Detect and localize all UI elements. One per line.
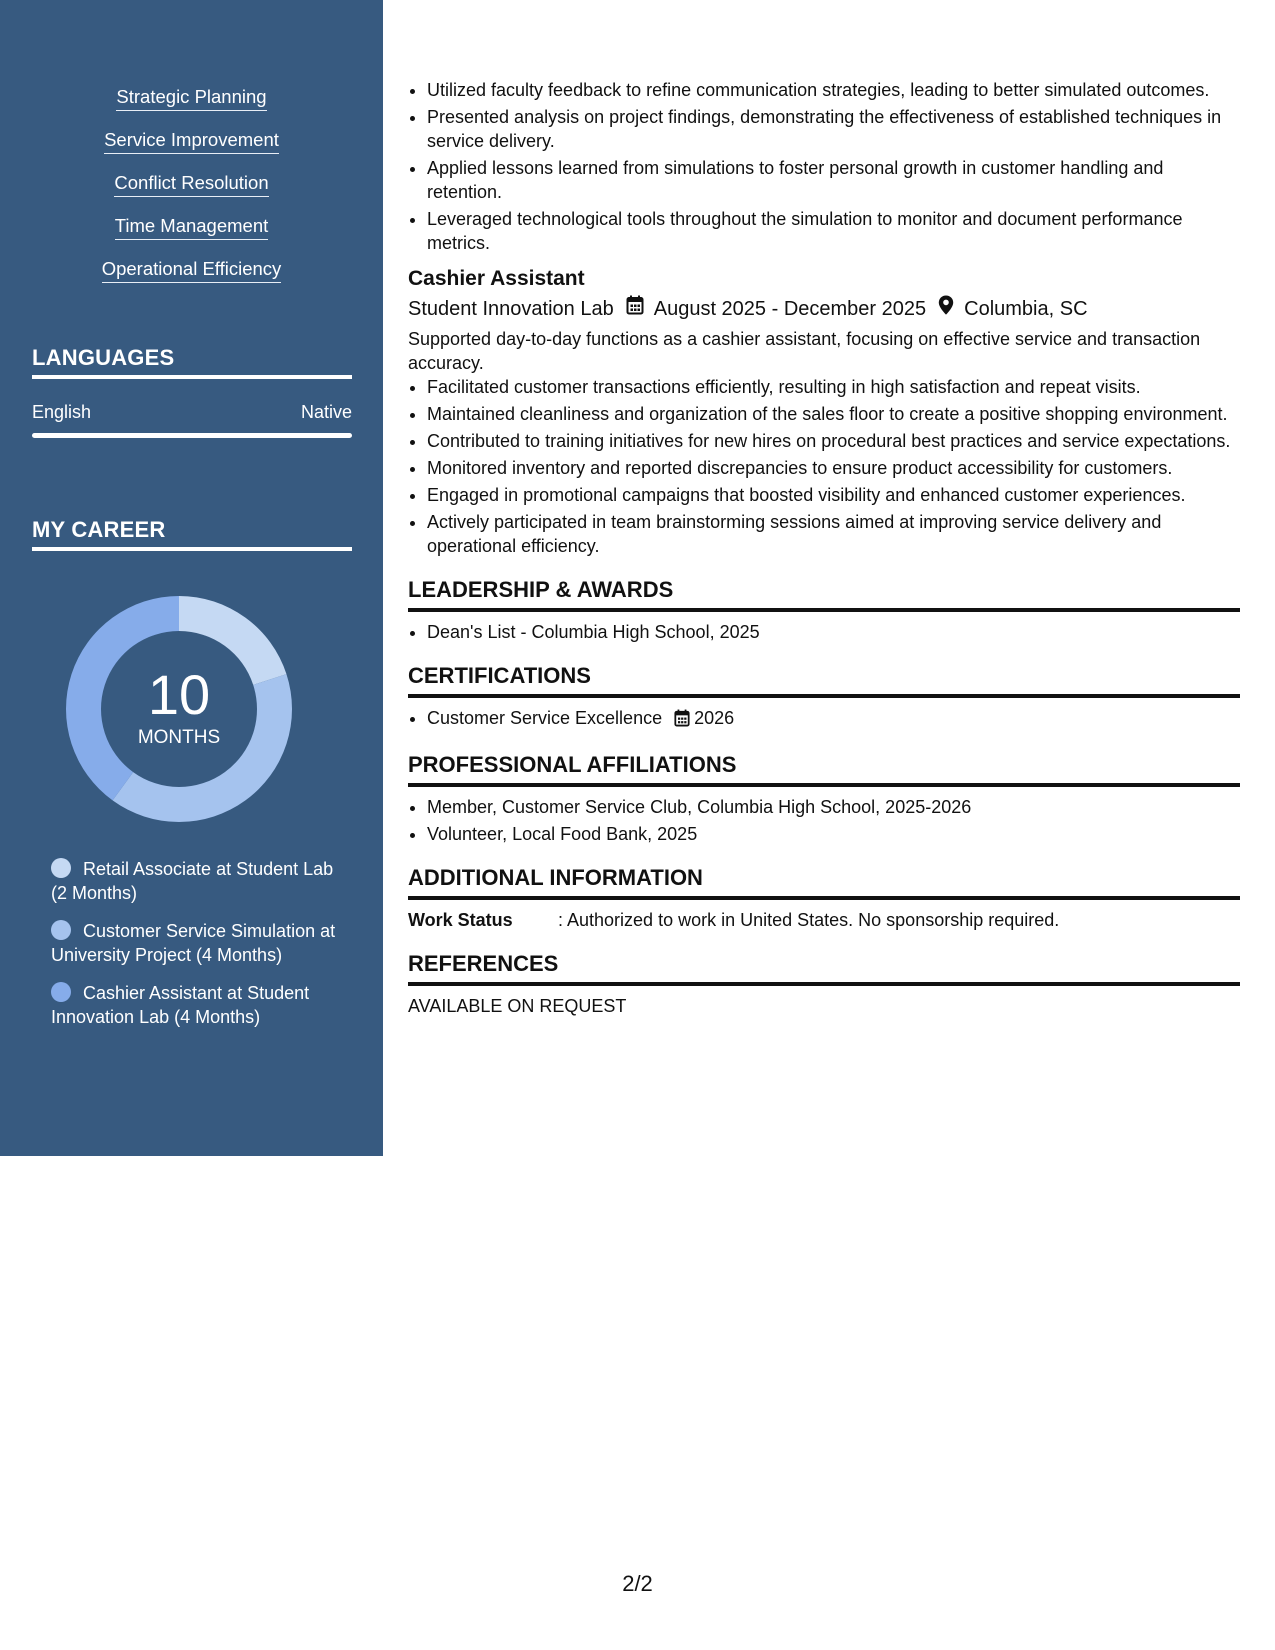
work-status-value: : Authorized to work in United States. No sponsorship required.	[558, 910, 1060, 930]
job-description: Supported day-to-day functions as a cashier assistant, focusing on effective service and transaction accuracy.	[408, 329, 1201, 373]
skill-item: Strategic Planning	[116, 86, 266, 111]
main-content	[408, 78, 1240, 1018]
job-dates: August 2025 - December 2025	[653, 298, 927, 320]
job-title: Cashier Assistant	[408, 267, 585, 290]
career-item-label: Customer Service Simulation at University Project (4 Months)	[51, 921, 336, 965]
bullet-item: • Leveraged technological tools throughout the simulation to monitor and document performance metrics.	[427, 207, 1240, 255]
leadership-item: • Dean's List - Columbia High School, 2025	[427, 620, 1240, 644]
career-donut-chart	[66, 596, 292, 822]
bullet-item: • Facilitated customer transactions efficiently, resulting in high satisfaction and repeat visits.	[427, 375, 1240, 399]
calendar-icon	[626, 295, 644, 323]
job-location: Columbia, SC	[964, 298, 1088, 320]
additional-info-heading: ADDITIONAL INFORMATION	[408, 864, 1240, 900]
language-name: English	[32, 402, 92, 422]
certifications-heading: CERTIFICATIONS	[408, 662, 1240, 698]
career-item-label: Retail Associate at Student Lab (2 Months)	[51, 859, 334, 903]
career-list	[51, 857, 341, 1043]
previous-job-bullets	[408, 78, 1240, 255]
skill-item: Time Management	[115, 215, 269, 240]
career-total-number: 10	[147, 663, 211, 726]
language-row	[32, 402, 352, 423]
bullet-item: • Utilized faculty feedback to refine communication strategies, leading to better simulated outcomes.	[427, 78, 1240, 102]
career-item	[51, 919, 341, 967]
location-pin-icon	[938, 295, 954, 323]
languages-heading: LANGUAGES	[32, 345, 352, 379]
skill-item: Operational Efficiency	[102, 258, 282, 283]
career-heading: MY CAREER	[32, 517, 352, 551]
career-dot-icon	[51, 920, 71, 940]
leadership-heading: LEADERSHIP & AWARDS	[408, 576, 1240, 612]
certification-name: Customer Service Excellence	[427, 708, 663, 728]
affiliations-list	[408, 795, 1240, 846]
work-status-row	[408, 908, 1240, 932]
leadership-list	[408, 620, 1240, 644]
bullet-item: • Engaged in promotional campaigns that boosted visibility and enhanced customer experiences.	[427, 483, 1240, 507]
certifications-list	[408, 706, 1240, 733]
bullet-item: • Maintained cleanliness and organization of the sales floor to create a positive shopping environment.	[427, 402, 1240, 426]
affiliation-item: • Member, Customer Service Club, Columbia High School, 2025-2026	[427, 795, 1240, 819]
job-bullets	[408, 375, 1240, 558]
bullet-item: • Actively participated in team brainstorming sessions aimed at improving service delivery and operational efficiency.	[427, 510, 1240, 558]
skill-item: Conflict Resolution	[114, 172, 268, 197]
sidebar	[0, 0, 383, 1156]
career-item-label: Cashier Assistant at Student Innovation Lab (4 Months)	[51, 983, 310, 1027]
references-heading: REFERENCES	[408, 950, 1240, 986]
skills-list	[0, 86, 383, 301]
certification-year: 2026	[694, 708, 735, 728]
language-level: Native	[300, 402, 352, 422]
career-dot-icon	[51, 982, 71, 1002]
bullet-item: • Applied lessons learned from simulations to foster personal growth in customer handling and retention.	[427, 156, 1240, 204]
work-status-label: Work Status	[408, 910, 513, 930]
career-item	[51, 857, 341, 905]
skill-item: Service Improvement	[104, 129, 279, 154]
job-meta	[408, 295, 1240, 323]
bullet-item: • Monitored inventory and reported discrepancies to ensure product accessibility for customers.	[427, 456, 1240, 480]
affiliation-item: • Volunteer, Local Food Bank, 2025	[427, 822, 1240, 846]
career-dot-icon	[51, 858, 71, 878]
affiliations-heading: PROFESSIONAL AFFILIATIONS	[408, 751, 1240, 787]
bullet-item: • Contributed to training initiatives for new hires on procedural best practices and service expectations.	[427, 429, 1240, 453]
career-total-unit: MONTHS	[137, 727, 221, 748]
bullet-item: • Presented analysis on project findings, demonstrating the effectiveness of established techniques in service delivery.	[427, 105, 1240, 153]
language-proficiency-bar	[32, 433, 352, 438]
calendar-icon	[674, 709, 690, 733]
page-number: 2/2	[622, 1571, 653, 1596]
references-text: AVAILABLE ON REQUEST	[408, 996, 627, 1016]
job-company: Student Innovation Lab	[408, 298, 614, 320]
certification-item	[427, 706, 1240, 733]
career-item	[51, 981, 341, 1029]
